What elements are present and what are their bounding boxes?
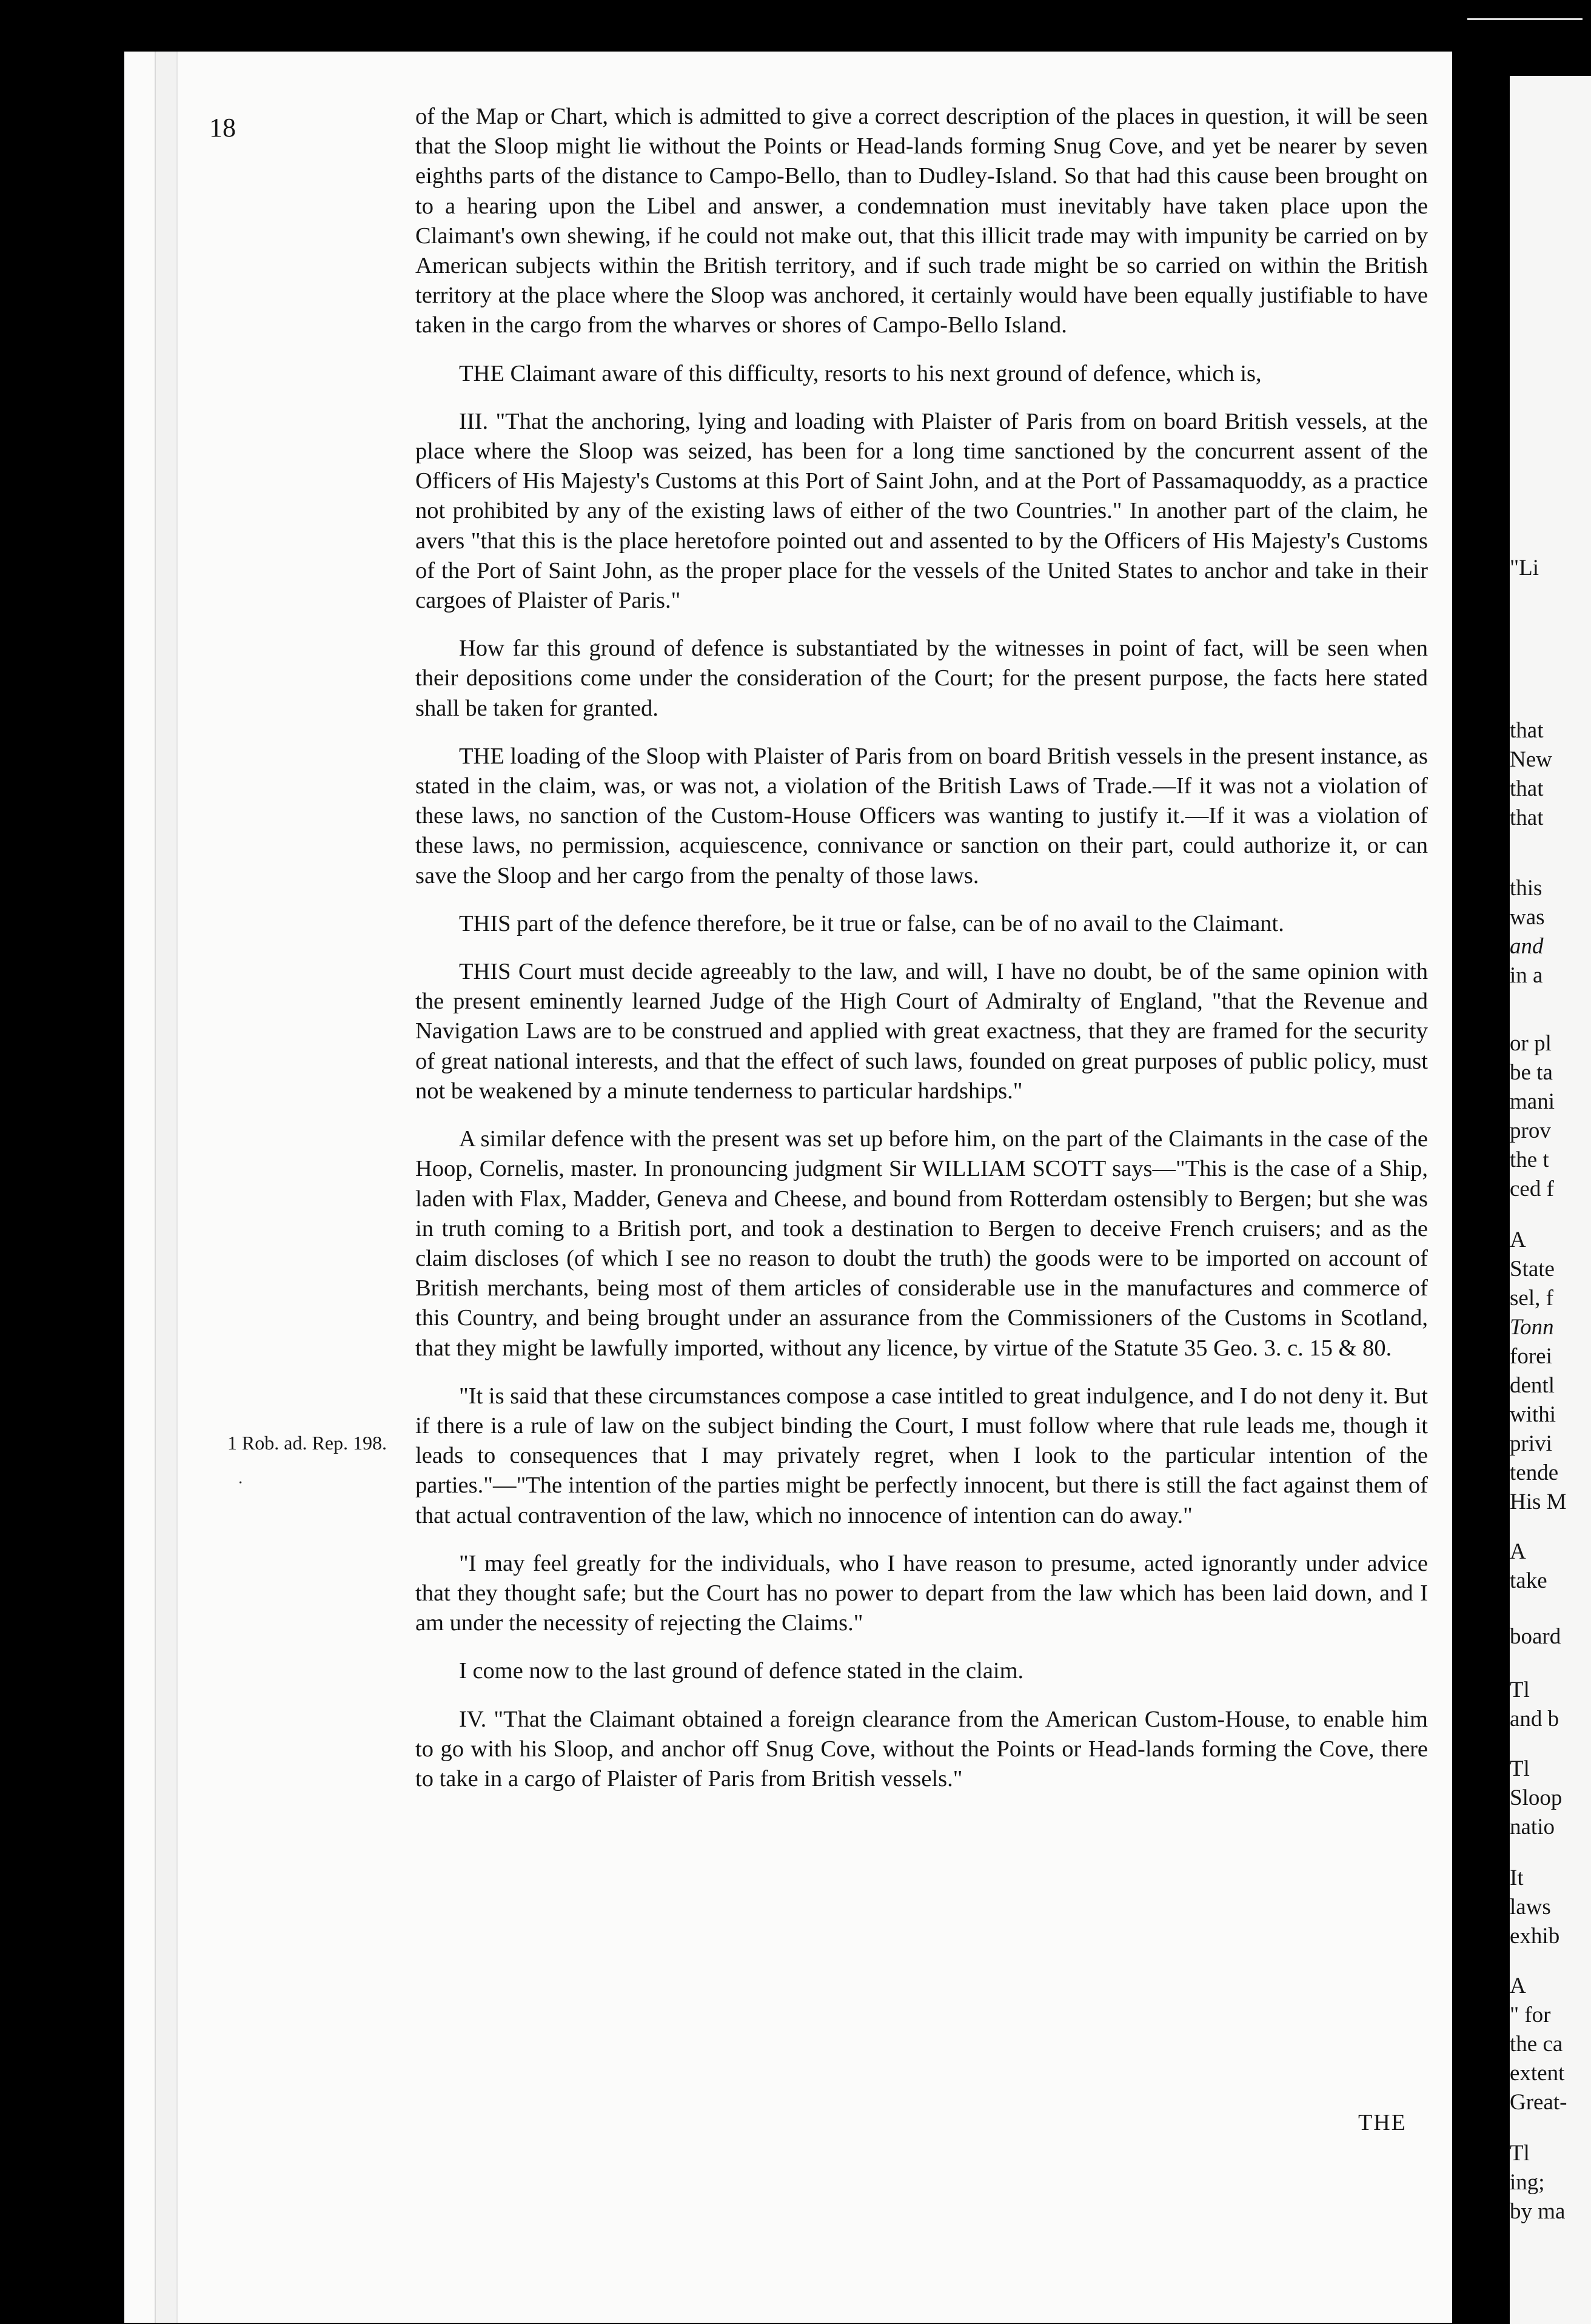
adjacent-fragment: " for [1510, 2003, 1551, 2027]
adjacent-fragment: forei [1510, 1344, 1552, 1369]
paragraph: THIS Court must decide agreeably to the law, and will, I have no doubt, be of the same opinion with the present eminently learned Judge of the High Court of Admiralty of England, "that the Revenue and Navigation Laws are to be construed and applied with great exactness, that they are framed for the security of great national interests, and that the effect of such laws, founded on great purposes of public policy, must not be weakened by a minute tenderness to particular hardships." [415, 959, 1428, 1104]
paragraph: THE loading of the Sloop with Plaister of Paris from on board British vessels in the present instance, as stated in the claim, was, or was not, a violation of the British Laws of Trade.—If it was not a violation of these laws, no sanction of the Custom-House Officers was wanting to justify it.—If it was a violation of these laws, no permission, acquiescence, connivance or sanction on their part, could authorize it, or can save the Sloop and her cargo from the penalty of those laws. [415, 743, 1428, 888]
adjacent-fragment: and [1510, 934, 1544, 959]
margin-mark: · [238, 1474, 244, 1493]
adjacent-fragment: A [1510, 1539, 1526, 1564]
adjacent-fragment: ing; [1510, 2170, 1545, 2195]
adjacent-fragment: the t [1510, 1147, 1549, 1172]
adjacent-fragment: A [1510, 1227, 1526, 1252]
scan-edge-line [1467, 18, 1583, 20]
adjacent-fragment: in a [1510, 963, 1543, 988]
paragraph: THIS part of the defence therefore, be it true or false, can be of no avail to the Claimant. [459, 910, 1284, 936]
paragraph: THE Claimant aware of this difficulty, resorts to his next ground of defence, which is, [459, 360, 1262, 386]
paragraph: I come now to the last ground of defence stated in the claim. [459, 1658, 1024, 1684]
paragraph: How far this ground of defence is substantiated by the witnesses in point of fact, will be seen when their depositions come under the consideration of the Court; for the present purpose, the facts here stated shall be taken for granted. [415, 636, 1428, 721]
adjacent-fragment: State [1510, 1257, 1555, 1281]
adjacent-fragment: natio [1510, 1815, 1555, 1839]
adjacent-fragment: Tl [1510, 1678, 1530, 1702]
adjacent-fragment: Sloop [1510, 1785, 1563, 1810]
adjacent-fragment: prov [1510, 1118, 1551, 1143]
adjacent-fragment: take [1510, 1568, 1547, 1593]
adjacent-fragment: sel, f [1510, 1286, 1553, 1311]
paragraph-numbered-defence: IV. "That the Claimant obtained a foreign clearance from the American Custom-House, to enable him to go with his Sloop, and anchor off Snug Cove, without the Points or Head-lands forming the Cove, there to take in a cargo of Plaister of Paris from British vessels." [415, 1706, 1428, 1792]
adjacent-fragment: that [1510, 776, 1544, 801]
paragraph-numbered-defence: III. "That the anchoring, lying and loading with Plaister of Paris from on board British vessels, at the place where the Sloop was seized, has been for a long time sanctioned by the concurrent assent of the Officers of His Majesty's Customs at this Port of Saint John, and at the Port of Passamaquoddy, as a practice not prohibited by any of the existing laws of either of the two Countries." In another part of the claim, he avers "that this is the place heretofore pointed out and assented to by the Officers of His Majesty's Customs of the Port of Saint John, as the proper place for the vessels of the United States to anchor and take in their cargoes of Plaister of Paris." [415, 408, 1428, 614]
paragraph-quote: "I may feel greatly for the individuals, who I have reason to presume, acted ignorantly under advice that they thought safe; but the Court has no power to depart from the law which has been laid down, and I am under the necessity of rejecting the Claims." [415, 1550, 1428, 1636]
adjacent-fragment: Tl [1510, 1756, 1530, 1781]
adjacent-fragment: privi [1510, 1431, 1552, 1456]
adjacent-fragment: this [1510, 876, 1542, 901]
adjacent-fragment: tende [1510, 1460, 1559, 1485]
page-body [415, 102, 1428, 1812]
adjacent-fragment: extent [1510, 2061, 1565, 2086]
page-gutter [155, 52, 178, 2323]
adjacent-fragment: the ca [1510, 2032, 1563, 2057]
page-number: 18 [209, 113, 236, 143]
paragraph-quote: "It is said that these circumstances compose a case intitled to great indulgence, and I do not deny it. But if there is a rule of law on the subject binding the Court, I must follow where that rule leads me, though it leads to consequences that I may privately regret, when I look to the particular intention of the parties."—"The intention of the parties might be perfectly innocent, but there is still the fact against them of that actual contravention of the law, which no innocence of intention can do away." [415, 1383, 1428, 1528]
adjacent-fragment: "Li [1510, 556, 1539, 580]
adjacent-fragment: Tonn [1510, 1315, 1554, 1340]
adjacent-fragment: ced f [1510, 1177, 1554, 1201]
adjacent-fragment: A [1510, 1973, 1526, 1998]
adjacent-fragment: withi [1510, 1402, 1556, 1427]
adjacent-fragment: or pl [1510, 1031, 1552, 1056]
adjacent-fragment: was [1510, 905, 1545, 930]
catchword: THE [1358, 2110, 1407, 2135]
adjacent-fragment: New [1510, 747, 1552, 772]
adjacent-fragment: by ma [1510, 2199, 1566, 2224]
adjacent-fragment: Tl [1510, 2141, 1530, 2166]
adjacent-fragment: that [1510, 805, 1544, 830]
adjacent-fragment: mani [1510, 1089, 1555, 1114]
adjacent-fragment: His M [1510, 1489, 1567, 1514]
adjacent-fragment: Great- [1510, 2090, 1567, 2115]
adjacent-fragment: that [1510, 718, 1544, 743]
adjacent-fragment: be ta [1510, 1060, 1553, 1085]
margin-citation: 1 Rob. ad. Rep. 198. [227, 1432, 387, 1454]
paragraph: of the Map or Chart, which is admitted to give a correct description of the places in question, it will be seen that the Sloop might lie without the Points or Head-lands forming Snug Cove, and yet be nearer by seven eighths parts of the distance to Campo-Bello, than to Dudley-Island. So that had this cause been brought on to a hearing upon the Libel and answer, a condemnation must inevitably have taken place upon the Claimant's own shewing, if he could not make out, that this illicit trade may with impunity be carried on by American subjects within the British territory, and if such trade might be so carried on within the British territory at the place where the Sloop was anchored, it certainly would have been equally justifiable to have taken in the cargo from the wharves or shores of Campo-Bello Island. [415, 104, 1428, 338]
adjacent-page-edge [1510, 76, 1591, 2324]
adjacent-fragment: It [1510, 1866, 1524, 1890]
adjacent-fragment: board [1510, 1624, 1561, 1649]
adjacent-fragment: laws [1510, 1895, 1551, 1919]
adjacent-fragment: dentl [1510, 1373, 1555, 1398]
adjacent-fragment: and b [1510, 1707, 1559, 1731]
adjacent-fragment: exhib [1510, 1924, 1560, 1949]
paragraph: A similar defence with the present was set up before him, on the part of the Claimants in the case of the Hoop, Cornelis, master. In pronouncing judgment Sir WILLIAM SCOTT says—"This is the case of a Ship, laden with Flax, Madder, Geneva and Cheese, and bound from Rotterdam ostensibly to Bergen; but she was in truth coming to a British port, and took a destination to Bergen to deceive French cruisers; and as the claim discloses (of which I see no reason to doubt the truth) the goods were to be imported on account of British merchants, being most of them articles of considerable use in the manufactures and commerce of this Country, and being brought under an assurance from the Commissioners of the Customs in Scotland, that they might be lawfully imported, without any licence, by virtue of the Statute 35 Geo. 3. c. 15 & 80. [415, 1126, 1428, 1361]
